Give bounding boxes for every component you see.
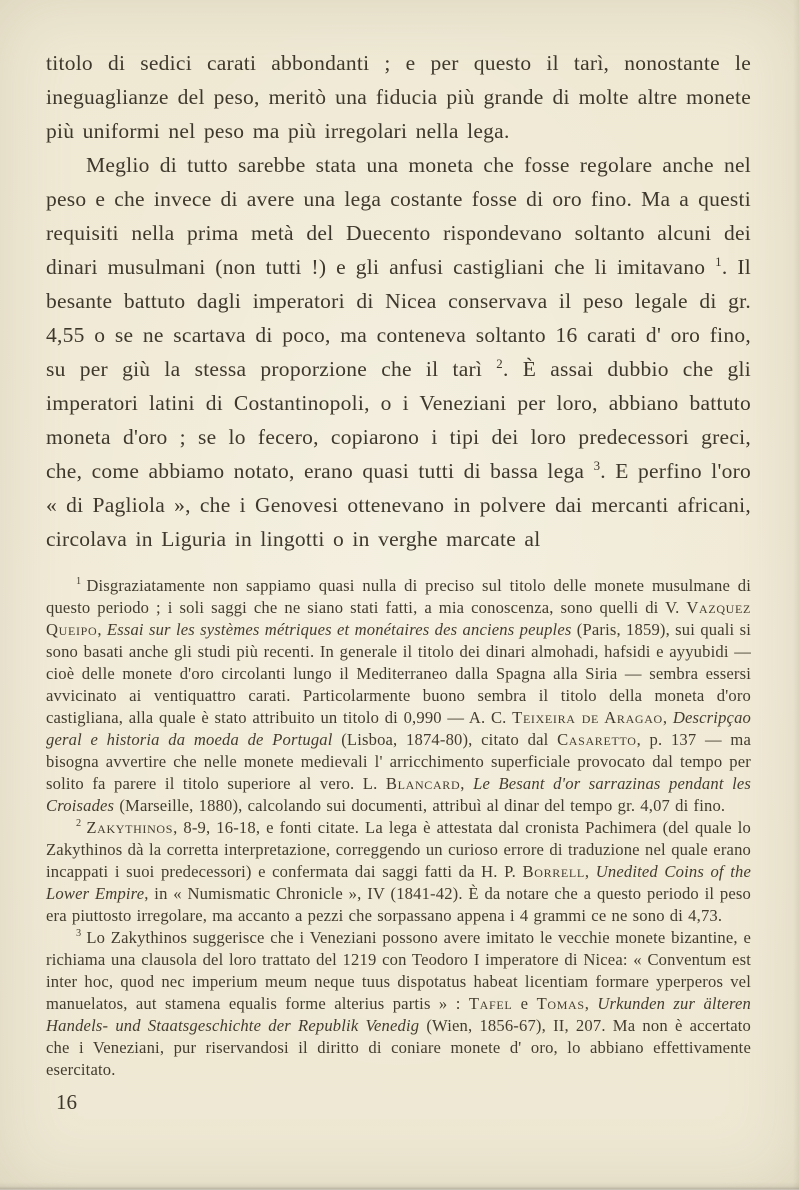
- footnote-1-marker: 1: [76, 576, 82, 588]
- footnotes-section: [46, 575, 751, 1081]
- scan-edge-bottom-shadow: [0, 1182, 799, 1190]
- footnote-1: [46, 575, 751, 817]
- footnote-3-text: Lo Zakythinos suggerisce che i Veneziani possono avere imitato le vecchie monete bizantine, e richiama una clausola del loro trattato del 1219 con Teodoro I imperatore di Nicea: « Conventum est inter hoc, quod nec imperium meum neque tuus dispotatus habeat licentiam formare yperperos vel manuelatos, aut stamena equalis forme alterius partis » : Tafel e Tomas, Urkunden zur älteren Handels- und Staatsgeschichte der Republik Venedig (Wien, 1856-67), II, 207. Ma non è accertato che i Veneziani, pur riservandosi il diritto di coniare monete d' oro, lo abbiano effettivamente esercitato.: [46, 928, 752, 1079]
- page-number: 16: [56, 1090, 77, 1114]
- footnote-3: [46, 927, 751, 1081]
- paragraph-second: Meglio di tutto sarebbe stata una moneta che fosse regolare anche nel peso e che invece di avere una lega costante fosse di oro fino. Ma a questi requisiti nella prima metà del Duecento rispondevano soltanto alcuni dei dinari musulmani (non tutti !) e gli anfusi castigliani che li imitavano $^1$. Il besante battuto dagli imperatori di Nicea conservava il peso legale di gr. 4,55 o se ne scartava di poco, ma conteneva soltanto 16 carati d' oro fino, su per giù la stessa proporzione che il tarì $^2$. È assai dubbio che gli imperatori latini di Costantinopoli, o i Veneziani per loro, abbiano battuto moneta d'oro ; se lo fecero, copiarono i tipi dei loro predecessori greci, che, come abbiamo notato, erano quasi tutti di bassa lega $^3$. E perfino l'oro « di Pagliola », che i Genovesi ottenevano in polvere dai mercanti africani, circolava in Liguria in lingotti o in verghe marcate al: [46, 153, 752, 551]
- scan-edge-right-shadow: [793, 0, 799, 1190]
- footnote-2: [46, 817, 751, 927]
- footnote-3-marker: 3: [76, 928, 82, 940]
- footnote-2-marker: 2: [76, 818, 82, 830]
- footnote-1-text: Disgraziatamente non sappiamo quasi nulla di preciso sul titolo delle monete musulmane di questo periodo ; i soli saggi che ne siano stati fatti, a mia conoscenza, sono quelli di V. Vazquez Queipo, Essai sur les systèmes métriques et monétaires des anciens peuples (Paris, 1859), sui quali si sono basati anche gli studi più recenti. In generale il titolo dei dinari almohadi, hafsidi e ayyubidi — cioè delle monete d'oro circolanti lungo il Mediterraneo dalla Spagna alla Siria — sembra essersi avvicinato ai ventiquattro carati. Particolarmente buono sembra il titolo della moneta d'oro castigliana, alla quale è stato attribuito un titolo di 0,990 — A. C. Teixeira de Aragao, Descripçao geral e historia da moeda de Portugal (Lisboa, 1874-80), citato dal Casaretto, p. 137 — ma bisogna avvertire che nelle monete medievali l' arricchimento superficiale provocato dal tempo per solito fa parere il titolo superiore al vero. L. Blancard, Le Besant d'or sarrazinas pendant les Croisades (Marseille, 1880), calcolando sui documenti, attribuì al dinar del tempo gr. 4,07 di fino.: [46, 576, 752, 815]
- paragraph-continuation: titolo di sedici carati abbondanti ; e per questo il tarì, nonostante le ineguaglianze del peso, meritò una fiducia più grande di molte altre monete più uniformi nel peso ma più irregolari nella lega.: [46, 51, 751, 143]
- main-text-block: [46, 46, 751, 556]
- footnote-2-text: Zakythinos, 8-9, 16-18, e fonti citate. La lega è attestata dal cronista Pachimera (del quale lo Zakythinos dà la corretta interpretazione, correggendo un curioso errore di traduzione nel quale erano incappati i suoi predecessori) e confermata dai saggi fatti da H. P. Borrell, Unedited Coins of the Lower Empire, in « Numismatic Chronicle », IV (1841-42). È da notare che a questo periodo il peso era piuttosto irregolare, ma accanto a pezzi che sorpassano appena i 4 grammi ce ne sono di 4,73.: [46, 818, 751, 925]
